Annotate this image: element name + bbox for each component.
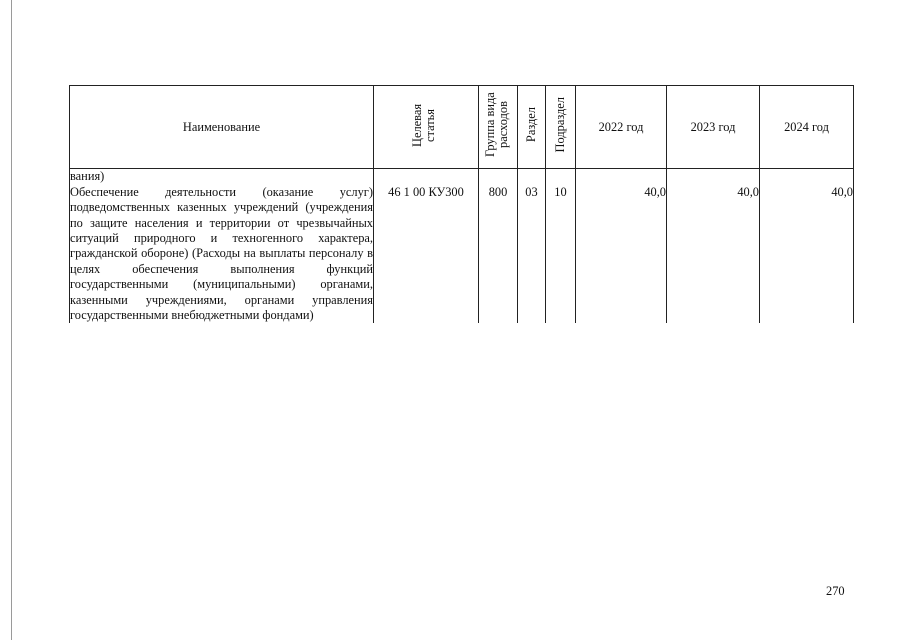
row-subsection	[546, 169, 576, 185]
row-target: 46 1 00 КУ300	[374, 185, 479, 324]
row-2022: 40,0	[576, 185, 667, 324]
header-subsection: Подраздел	[546, 86, 576, 169]
row-2024: 40,0	[760, 185, 854, 324]
scan-edge-line	[11, 0, 12, 640]
row-2024	[760, 169, 854, 185]
header-group: Группа вида расходов	[479, 86, 518, 169]
table-row	[70, 185, 854, 324]
row-subsection: 10	[546, 185, 576, 324]
header-2022: 2022 год	[576, 86, 667, 169]
row-section	[518, 169, 546, 185]
row-target	[374, 169, 479, 185]
row-name: Обеспечение деятельности (оказание услуг) подведомственных казенных учреждений (учреждения по защите населения и территории от чрезвычайных ситуаций природного и техногенного характера, гражданской обороне) (Расходы на выплаты персоналу в целях обеспечения выполнения функций государственными (муниципальными) органами, казенными учреждениями, органами управления государственными внебюджетными фондами)	[70, 184, 373, 323]
row-group	[479, 169, 518, 185]
header-row	[70, 86, 854, 169]
header-target: Целевая статья	[374, 86, 479, 169]
header-2024: 2024 год	[760, 86, 854, 169]
header-name: Наименование	[70, 86, 374, 169]
row-section: 03	[518, 185, 546, 324]
row-2022	[576, 169, 667, 185]
table-row	[70, 169, 854, 185]
budget-table	[69, 85, 854, 323]
header-2023: 2023 год	[667, 86, 760, 169]
header-section: Раздел	[518, 86, 546, 169]
row-group: 800	[479, 185, 518, 324]
row-2023	[667, 169, 760, 185]
page-number: 270	[826, 584, 845, 598]
row-2023: 40,0	[667, 185, 760, 324]
row-name: вания)	[70, 169, 374, 185]
